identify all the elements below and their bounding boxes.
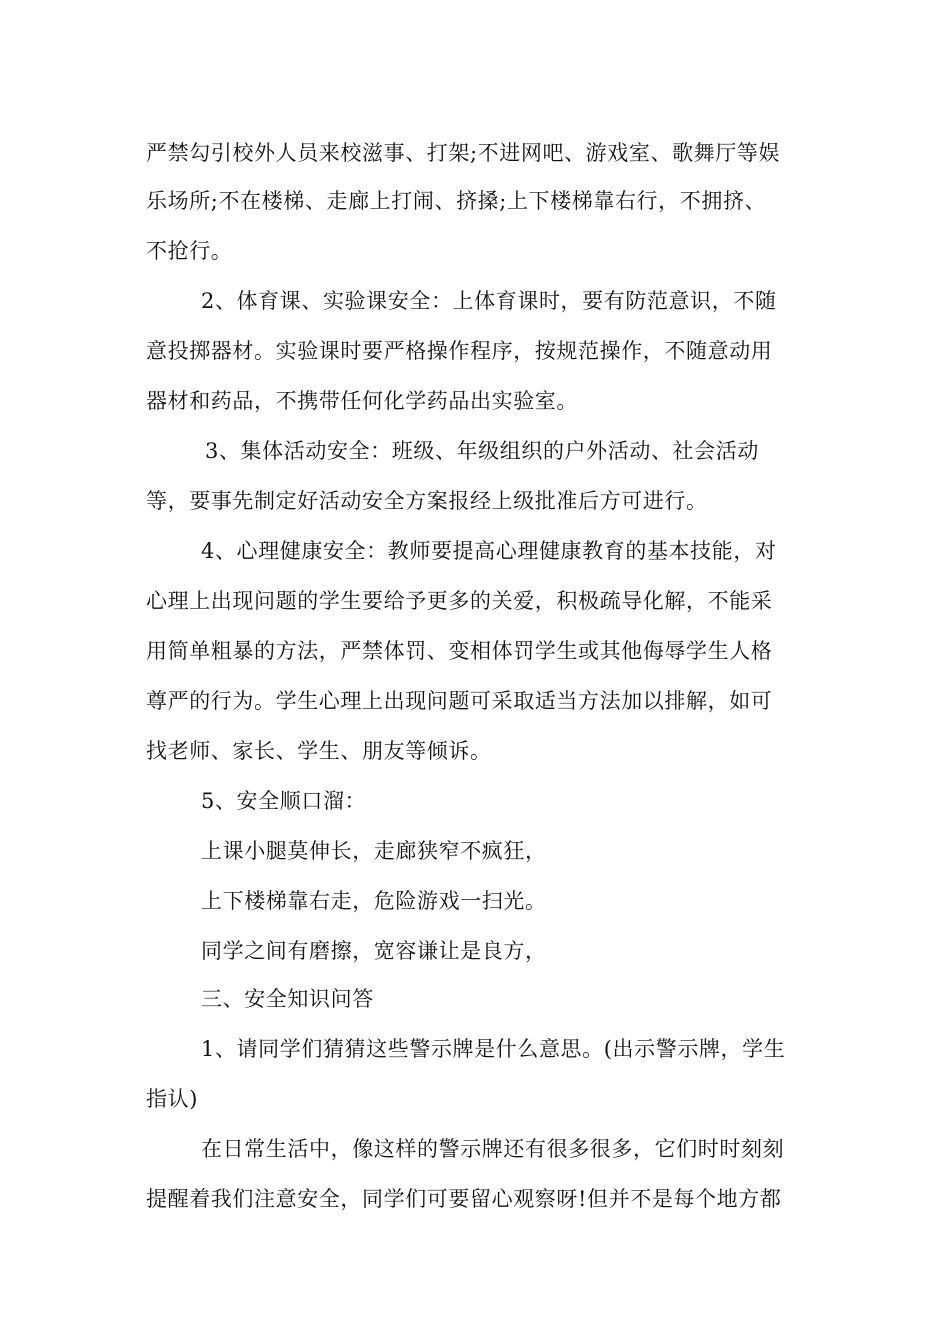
paragraph-start-line: 2、体育课、实验课安全：上体育课时，要有防范意识，不随 [201, 289, 777, 313]
section-heading: 三、安全知识问答 [201, 987, 374, 1011]
text-line: 提醒着我们注意安全，同学们可要留心观察呀!但并不是每个地方都 [146, 1187, 782, 1211]
rhyme-line: 同学之间有磨擦，宽容谦让是良方， [201, 939, 547, 963]
paragraph-start-line: 1、请同学们猜猜这些警示牌是什么意思。(出示警示牌，学生 [201, 1037, 786, 1061]
text-line: 心理上出现问题的学生要给予更多的关爱，积极疏导化解，不能采 [146, 589, 773, 613]
text-line: 严禁勾引校外人员来校滋事、打架;不进网吧、游戏室、歌舞厅等娱 [146, 141, 781, 165]
text-line: 尊严的行为。学生心理上出现问题可采取适当方法加以排解，如可 [146, 689, 773, 713]
text-line: 找老师、家长、学生、朋友等倾诉。 [146, 739, 492, 763]
text-line: 等，要事先制定好活动安全方案报经上级批准后方可进行。 [146, 489, 708, 513]
paragraph-start-line: 3、集体活动安全：班级、年级组织的户外活动、社会活动 [205, 439, 759, 463]
text-line: 乐场所;不在楼梯、走廊上打闹、挤搡;上下楼梯靠右行，不拥挤、 [146, 189, 767, 213]
list-heading-line: 5、安全顺口溜： [201, 789, 367, 813]
paragraph-start-line: 在日常生活中，像这样的警示牌还有很多很多，它们时时刻刻 [201, 1137, 785, 1161]
rhyme-line: 上下楼梯靠右走，危险游戏一扫光。 [201, 889, 547, 913]
text-line: 意投掷器材。实验课时要严格操作程序，按规范操作，不随意动用 [146, 339, 773, 363]
text-line: 器材和药品，不携带任何化学药品出实验室。 [146, 389, 578, 413]
paragraph-start-line: 4、心理健康安全：教师要提高心理健康教育的基本技能，对 [201, 539, 777, 563]
text-line: 用简单粗暴的方法，严禁体罚、变相体罚学生或其他侮辱学生人格 [146, 639, 773, 663]
text-line: 指认) [146, 1087, 198, 1111]
rhyme-line: 上课小腿莫伸长，走廊狭窄不疯狂， [201, 839, 547, 863]
text-line: 不抢行。 [146, 239, 233, 263]
